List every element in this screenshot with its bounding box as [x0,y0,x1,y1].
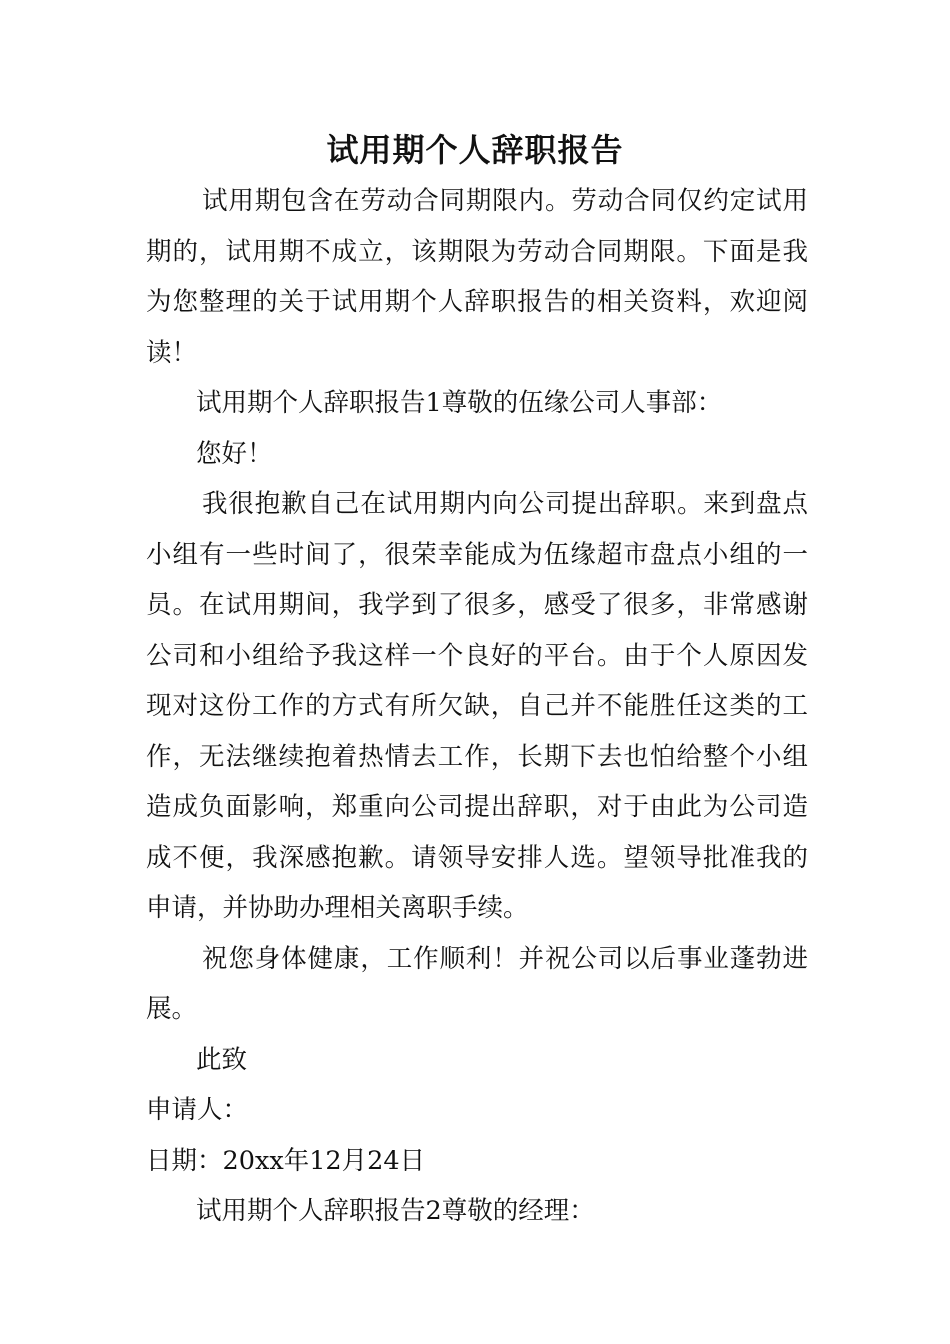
wishes-paragraph: 祝您身体健康，工作顺利！并祝公司以后事业蓬勃进展。 [146,943,808,1024]
applicant-line: 申请人： [146,1095,249,1125]
report-1-heading: 试用期个人辞职报告1尊敬的伍缘公司人事部： [196,388,723,418]
document-title: 试用期个人辞职报告 [326,131,624,169]
report-2-heading: 试用期个人辞职报告2尊敬的经理： [196,1196,595,1226]
resignation-paragraph: 我很抱歉自己在试用期内向公司提出辞职。来到盘点小组有一些时间了，很荣幸能成为伍缘超市盘点小组的一员。在试用期间，我学到了很多，感受了很多，非常感谢公司和小组给予我这样一个良好的平台。由于个人原因发现对这份工作的方式有所欠缺，自己并不能胜任这类的工作，无法继续抱着热情去工作，长期下去也怕给整个小组造成负面影响，郑重向公司提出辞职，对于由此为公司造成不便，我深感抱歉。请领导安排人选。望领导批准我的申请，并协助办理相关离职手续。 [146,489,808,923]
document-body [146,176,808,1237]
closing-line: 此致 [196,1044,248,1075]
greeting-line: 您好！ [196,438,273,469]
intro-paragraph: 试用期包含在劳动合同期限内。劳动合同仅约定试用期的，试用期不成立，该期限为劳动合同期限。下面是我为您整理的关于试用期个人辞职报告的相关资料，欢迎阅读！ [146,186,808,368]
date-line: 日期：20xx年12月24日 [146,1145,426,1176]
